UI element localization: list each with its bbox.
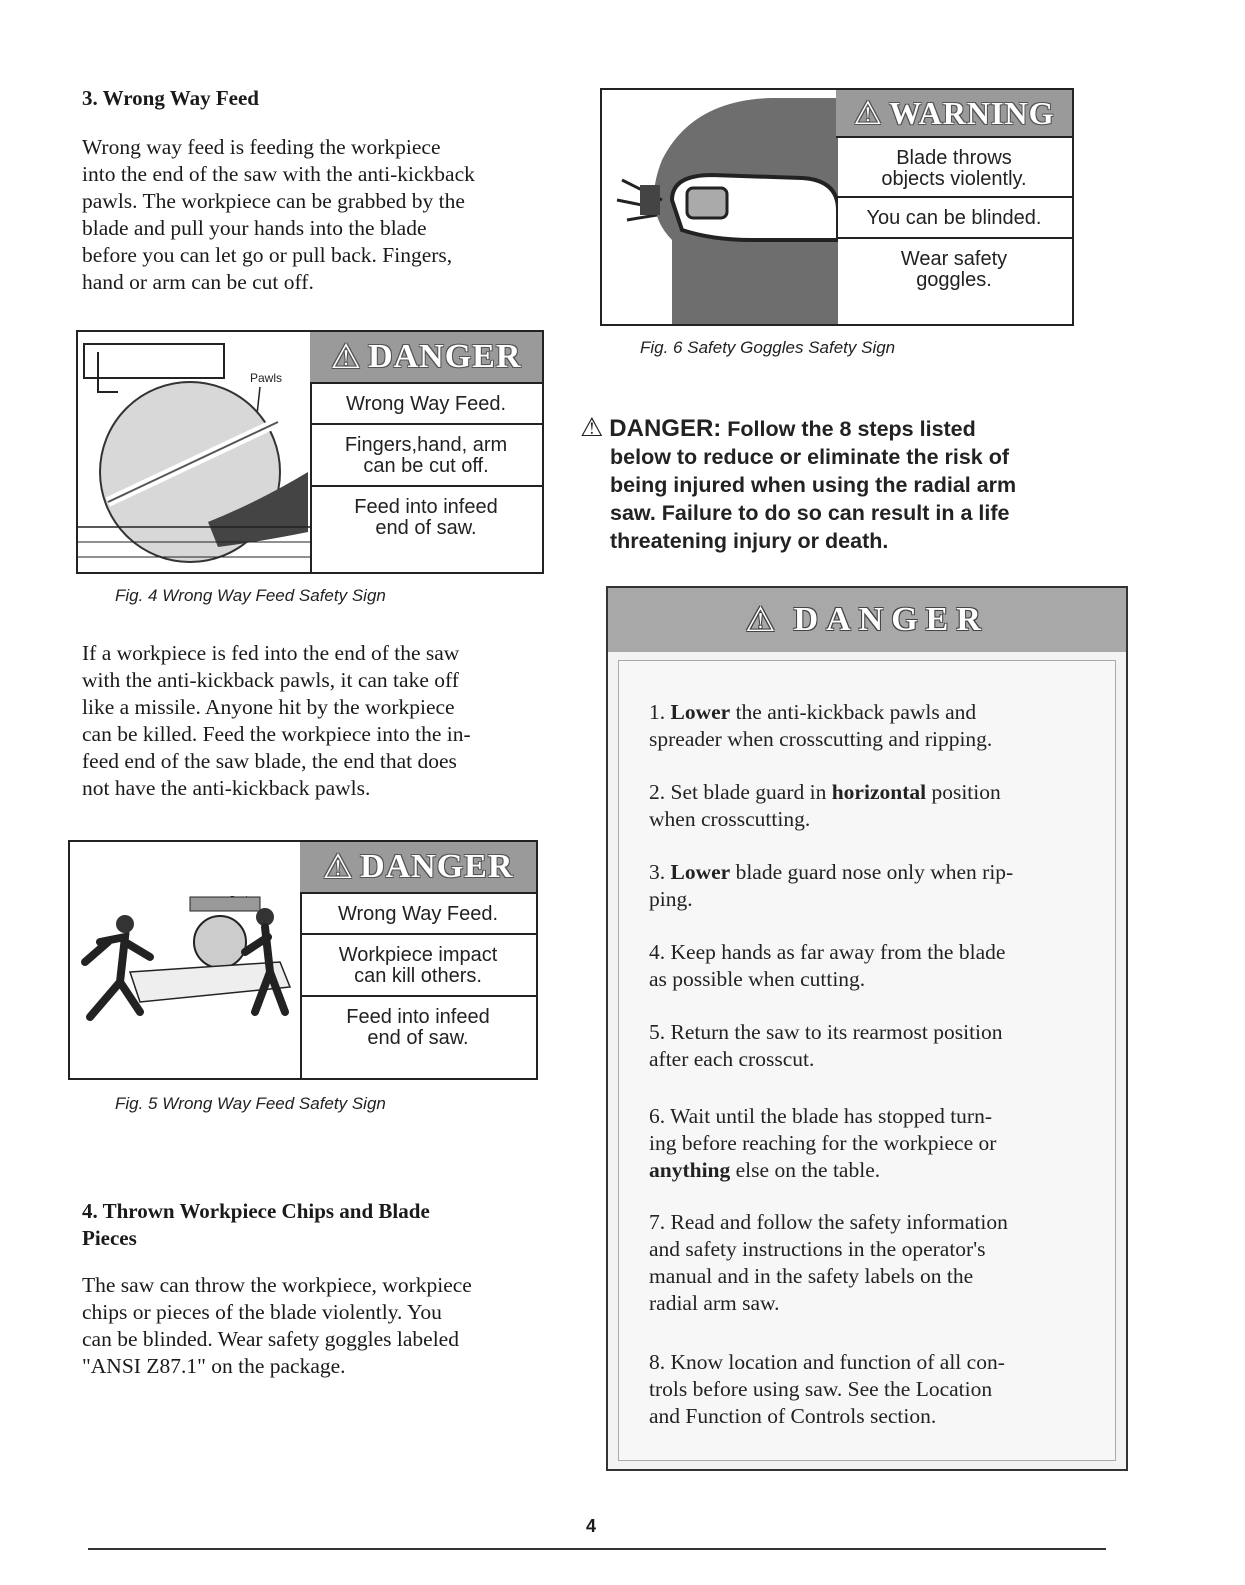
message-line-1: Wrong Way Feed.	[337, 903, 499, 925]
message-text: end of saw.	[367, 1027, 469, 1049]
message-line-2	[300, 933, 536, 995]
banner-text: DANGER	[360, 848, 514, 885]
warning-triangle-icon: ⚠	[330, 337, 363, 377]
message-text: Wear safety	[900, 248, 1008, 270]
warning-triangle-icon: ⚠	[322, 847, 355, 887]
banner-text: WARNING	[889, 94, 1055, 131]
goggles-illustration	[602, 90, 838, 324]
warning-banner	[836, 90, 1072, 138]
danger-notice-text: Follow the 8 steps listed	[727, 417, 976, 441]
text-line: being injured when using the radial arm	[610, 473, 1017, 497]
step-5: 5. Return the saw to its rearmost position after each crosscut.	[649, 1020, 1003, 1071]
fig5-message-panel	[300, 842, 536, 1078]
text-line: like a missile. Anyone hit by the workpiece	[82, 695, 455, 719]
text-line: below to reduce or eliminate the risk of	[610, 445, 1010, 469]
page-number: 4	[586, 1516, 597, 1536]
step-3: 3. Lower blade guard nose only when rip- ping.	[649, 860, 1014, 911]
step-4: 4. Keep hands as far away from the blade as possible when cutting.	[649, 940, 1006, 991]
message-text: goggles.	[916, 269, 992, 291]
message-text: end of saw.	[375, 517, 477, 539]
pawls-label: Pawls	[250, 371, 283, 385]
steps-panel	[618, 660, 1116, 1461]
thrown-workpiece-illustration-icon	[70, 842, 300, 1078]
wrong-way-feed-illustration	[78, 332, 312, 572]
message-line-3	[836, 237, 1072, 297]
text-line: can be killed. Feed the workpiece into the in-	[82, 722, 471, 746]
text-line: into the end of the saw with the anti-kickback	[82, 162, 475, 186]
banner-text: DANGER	[368, 338, 522, 375]
workpiece-impact-illustration	[70, 842, 302, 1078]
danger-banner	[310, 332, 542, 384]
danger-banner	[608, 588, 1126, 652]
text-line: Wrong way feed is feeding the workpiece	[82, 135, 441, 159]
banner-text: DANGER	[793, 601, 989, 638]
message-text: objects violently.	[881, 168, 1027, 190]
fig4-message-panel	[310, 332, 542, 572]
section-4-heading	[82, 1198, 430, 1252]
text-line: "ANSI Z87.1" on the package.	[82, 1354, 346, 1378]
danger-notice-first-line	[580, 414, 1016, 443]
heading-line: Pieces	[82, 1226, 137, 1250]
step-8: 8. Know location and function of all con- trols before using saw. See the Location and Function of Controls section.	[649, 1350, 1005, 1428]
text-line: hand or arm can be cut off.	[82, 270, 314, 294]
step-1: 1. Lower the anti-kickback pawls and spreader when crosscutting and ripping.	[649, 700, 993, 751]
step-7: 7. Read and follow the safety information and safety instructions in the operator's manual and in the safety labels on the radial arm saw.	[649, 1210, 1008, 1315]
warning-triangle-icon: ⚠	[853, 94, 884, 132]
section-4-paragraph	[82, 1272, 472, 1380]
section-3-paragraph-1	[82, 134, 475, 296]
message-text: Feed into infeed	[354, 496, 498, 518]
text-line: feed end of the saw blade, the end that does	[82, 749, 457, 773]
message-text: can kill others.	[354, 965, 482, 987]
message-text: Feed into infeed	[346, 1006, 490, 1028]
section-3-heading: 3. Wrong Way Feed	[82, 86, 259, 110]
fig6-message-panel	[836, 90, 1072, 324]
text-line: not have the anti-kickback pawls.	[82, 776, 371, 800]
message-text: Blade throws	[896, 147, 1012, 169]
heading-line: 4. Thrown Workpiece Chips and Blade	[82, 1199, 430, 1223]
fig4-danger-sign	[76, 330, 544, 574]
message-text: Workpiece impact	[338, 944, 498, 966]
danger-notice-label: DANGER:	[609, 415, 722, 442]
fig5-caption: Fig. 5 Wrong Way Feed Safety Sign	[115, 1094, 386, 1113]
fig4-caption: Fig. 4 Wrong Way Feed Safety Sign	[115, 586, 386, 605]
warning-triangle-icon: ⚠	[745, 600, 784, 640]
fig6-caption: Fig. 6 Safety Goggles Safety Sign	[640, 338, 896, 357]
danger-banner	[300, 842, 536, 894]
fig5-danger-sign	[68, 840, 538, 1080]
message-text: can be cut off.	[363, 455, 489, 477]
text-line: chips or pieces of the blade violently. You	[82, 1300, 442, 1324]
step-6: 6. Wait until the blade has stopped turn- ing before reaching for the workpiece or anything else on the table.	[649, 1104, 997, 1182]
danger-notice	[580, 414, 1016, 555]
text-line: If a workpiece is fed into the end of the saw	[82, 641, 460, 665]
text-line: can be blinded. Wear safety goggles labeled	[82, 1327, 459, 1351]
text-line: saw. Failure to do so can result in a life	[610, 501, 1010, 525]
text-line: threatening injury or death.	[610, 529, 889, 553]
safety-goggles-head-icon	[602, 90, 838, 324]
text-line: The saw can throw the workpiece, workpiece	[82, 1273, 472, 1297]
message-line-3	[310, 485, 542, 547]
step-2: 2. Set blade guard in horizontal position when crosscutting.	[649, 780, 1001, 831]
message-line-1	[836, 138, 1072, 196]
saw-hand-illustration-icon	[78, 332, 310, 572]
message-line-2: You can be blinded.	[836, 196, 1072, 237]
text-line: with the anti-kickback pawls, it can take off	[82, 668, 459, 692]
section-3-paragraph-2	[82, 640, 471, 802]
fig6-warning-sign	[600, 88, 1074, 326]
footer-rule	[88, 1548, 1106, 1550]
text-line: before you can let go or pull back. Fingers,	[82, 243, 453, 267]
message-line-3	[300, 995, 536, 1057]
message-line-1: Wrong Way Feed.	[345, 393, 507, 415]
text-line: blade and pull your hands into the blade	[82, 216, 427, 240]
message-text: Fingers,hand, arm	[344, 434, 508, 456]
text-line: pawls. The workpiece can be grabbed by the	[82, 189, 465, 213]
danger-steps-box	[606, 586, 1128, 1471]
warning-triangle-icon: ⚠	[580, 413, 604, 443]
message-line-2	[310, 423, 542, 485]
